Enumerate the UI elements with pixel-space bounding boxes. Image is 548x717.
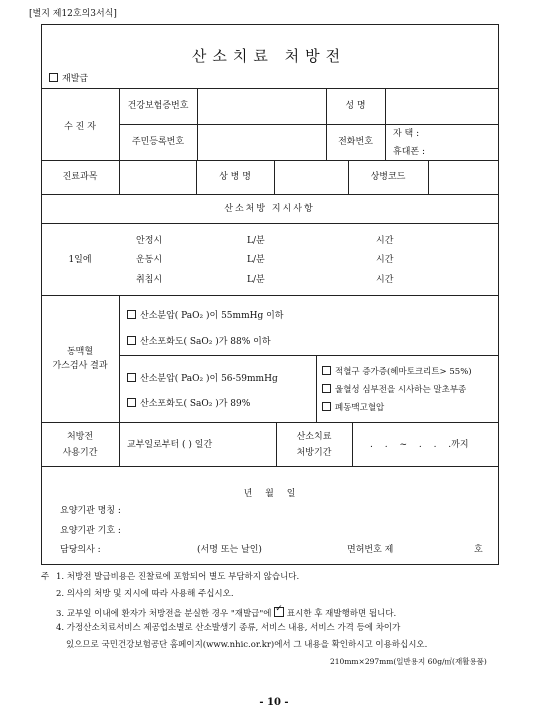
state-rest: 안정시 (136, 236, 163, 246)
recipient-label: 수 진 자 (64, 122, 96, 132)
option-label: 산소분압( PaO₂ )이 56-59mmHg (140, 374, 278, 384)
abg-option-sao2-88[interactable] (127, 336, 271, 347)
signature-field[interactable]: (서명 또는 날인) (197, 545, 262, 555)
reissue-label: 재발급 (62, 74, 89, 84)
abg-option-pao2-56-59[interactable] (127, 373, 278, 384)
checkbox[interactable] (322, 366, 331, 375)
home-phone-label: 자 택 : (393, 129, 420, 139)
abg-option-sao2-89[interactable] (127, 398, 250, 409)
option-label: 산소포화도( SaO₂ )가 89% (140, 399, 251, 409)
daily-label: 1일에 (68, 255, 92, 265)
note-3-text-b: 표시한 후 재발행하면 됩니다. (286, 609, 397, 619)
o2-period-range-field[interactable]: . . ~ . . .까지 (370, 440, 469, 450)
form-title: 산소치료 처방전 (191, 47, 347, 65)
page-number: - 10 - (259, 697, 289, 708)
checkbox[interactable] (127, 398, 136, 407)
disease-code-field[interactable] (430, 162, 496, 192)
form-code: [별지 제12호의3서식] (29, 9, 117, 19)
unit-exercise: L/분 (247, 255, 265, 265)
disease-field[interactable] (276, 162, 346, 192)
disease-code-label: 상병코드 (370, 172, 406, 182)
period-label-2: 사용기간 (62, 448, 98, 458)
insurance-no-field[interactable] (199, 90, 324, 122)
option-label: 울혈성 심부전을 시사하는 말초부종 (335, 385, 467, 395)
abg-label-2: 가스검사 결과 (52, 361, 108, 371)
note-3-text-a: 3. 교부일 이내에 환자가 처방전을 분실한 경우 "재발급"에 (56, 609, 272, 619)
o2-period-label-1: 산소치료 (296, 432, 332, 442)
name-label: 성 명 (345, 101, 366, 111)
o2-period-label-2: 처방기간 (296, 448, 332, 458)
option-label: 폐동맥고혈압 (335, 403, 385, 413)
hours-rest: 시간 (376, 236, 394, 246)
dept-label: 진료과목 (62, 172, 98, 182)
checkbox[interactable] (127, 373, 136, 382)
note-2: 2. 의사의 처방 및 지시에 따라 사용해 주십시오. (56, 589, 234, 599)
checkbox[interactable] (127, 336, 136, 345)
doctor-label: 담당의사 : (60, 545, 101, 555)
state-sleep: 취침시 (136, 275, 163, 285)
license-ho-label: 호 (474, 545, 483, 555)
option-label: 산소분압( PaO₂ )이 55mmHg 이하 (140, 311, 284, 321)
note-3 (56, 607, 396, 619)
institution-name-label: 요양기관 명칭 : (60, 506, 121, 516)
note-4a: 4. 가정산소치료서비스 제공업소별로 산소발생기 종류, 서비스 내용, 서비스 가격 등에 차이가 (56, 623, 401, 633)
mobile-phone-label: 휴대폰 : (393, 147, 425, 157)
institution-symbol-label: 요양기관 기호 : (60, 526, 121, 536)
checked-box-icon (274, 607, 284, 617)
state-exercise: 운동시 (136, 255, 163, 265)
paper-spec: 210mm×297mm(일반용지 60g/㎡(재활용품) (330, 657, 487, 666)
checkbox[interactable] (322, 402, 331, 411)
period-label-1: 처방전 (66, 432, 94, 442)
checkbox[interactable] (322, 384, 331, 393)
issue-date[interactable]: 년 월 일 (243, 489, 296, 499)
disease-label: 상 병 명 (219, 172, 251, 182)
abg-label-1: 동맥혈 (66, 347, 94, 357)
note-1: 1. 처방전 발급비용은 진찰료에 포함되어 별도 부담하지 않습니다. (56, 572, 300, 582)
dept-field[interactable] (121, 162, 194, 192)
reissue-checkbox[interactable] (49, 73, 88, 84)
abg-option-edema[interactable] (322, 384, 466, 395)
resident-no-label: 주민등록번호 (131, 137, 185, 147)
abg-option-pao2-55[interactable] (127, 310, 283, 321)
resident-no-field[interactable] (199, 126, 324, 158)
notes-prefix: 주 (41, 572, 50, 582)
name-field[interactable] (387, 90, 495, 122)
hours-sleep: 시간 (376, 275, 394, 285)
license-label: 면허번호 제 (347, 545, 394, 555)
phone-label: 전화번호 (338, 137, 373, 147)
period-days-field[interactable]: 교부일로부터 ( ) 일간 (127, 440, 213, 450)
checkbox[interactable] (127, 310, 136, 319)
unit-rest: L/분 (247, 236, 265, 246)
unit-sleep: L/분 (247, 275, 265, 285)
note-4b: 있으므로 국민건강보험공단 홈페이지(www.nhic.or.kr)에서 그 내용을 확인하시고 이용하십시오. (66, 640, 428, 650)
instruction-header: 산소처방 지시사항 (224, 204, 315, 214)
abg-option-polycythemia[interactable] (322, 366, 472, 377)
hours-exercise: 시간 (376, 255, 394, 265)
option-label: 산소포화도( SaO₂ )가 88% 이하 (140, 337, 271, 347)
abg-option-pulmonary-hypertension[interactable] (322, 402, 384, 413)
insurance-no-label: 건강보험증번호 (127, 101, 189, 111)
reissue-box[interactable] (49, 73, 58, 82)
option-label: 적혈구 증가증(헤마토크리트> 55%) (335, 367, 472, 377)
